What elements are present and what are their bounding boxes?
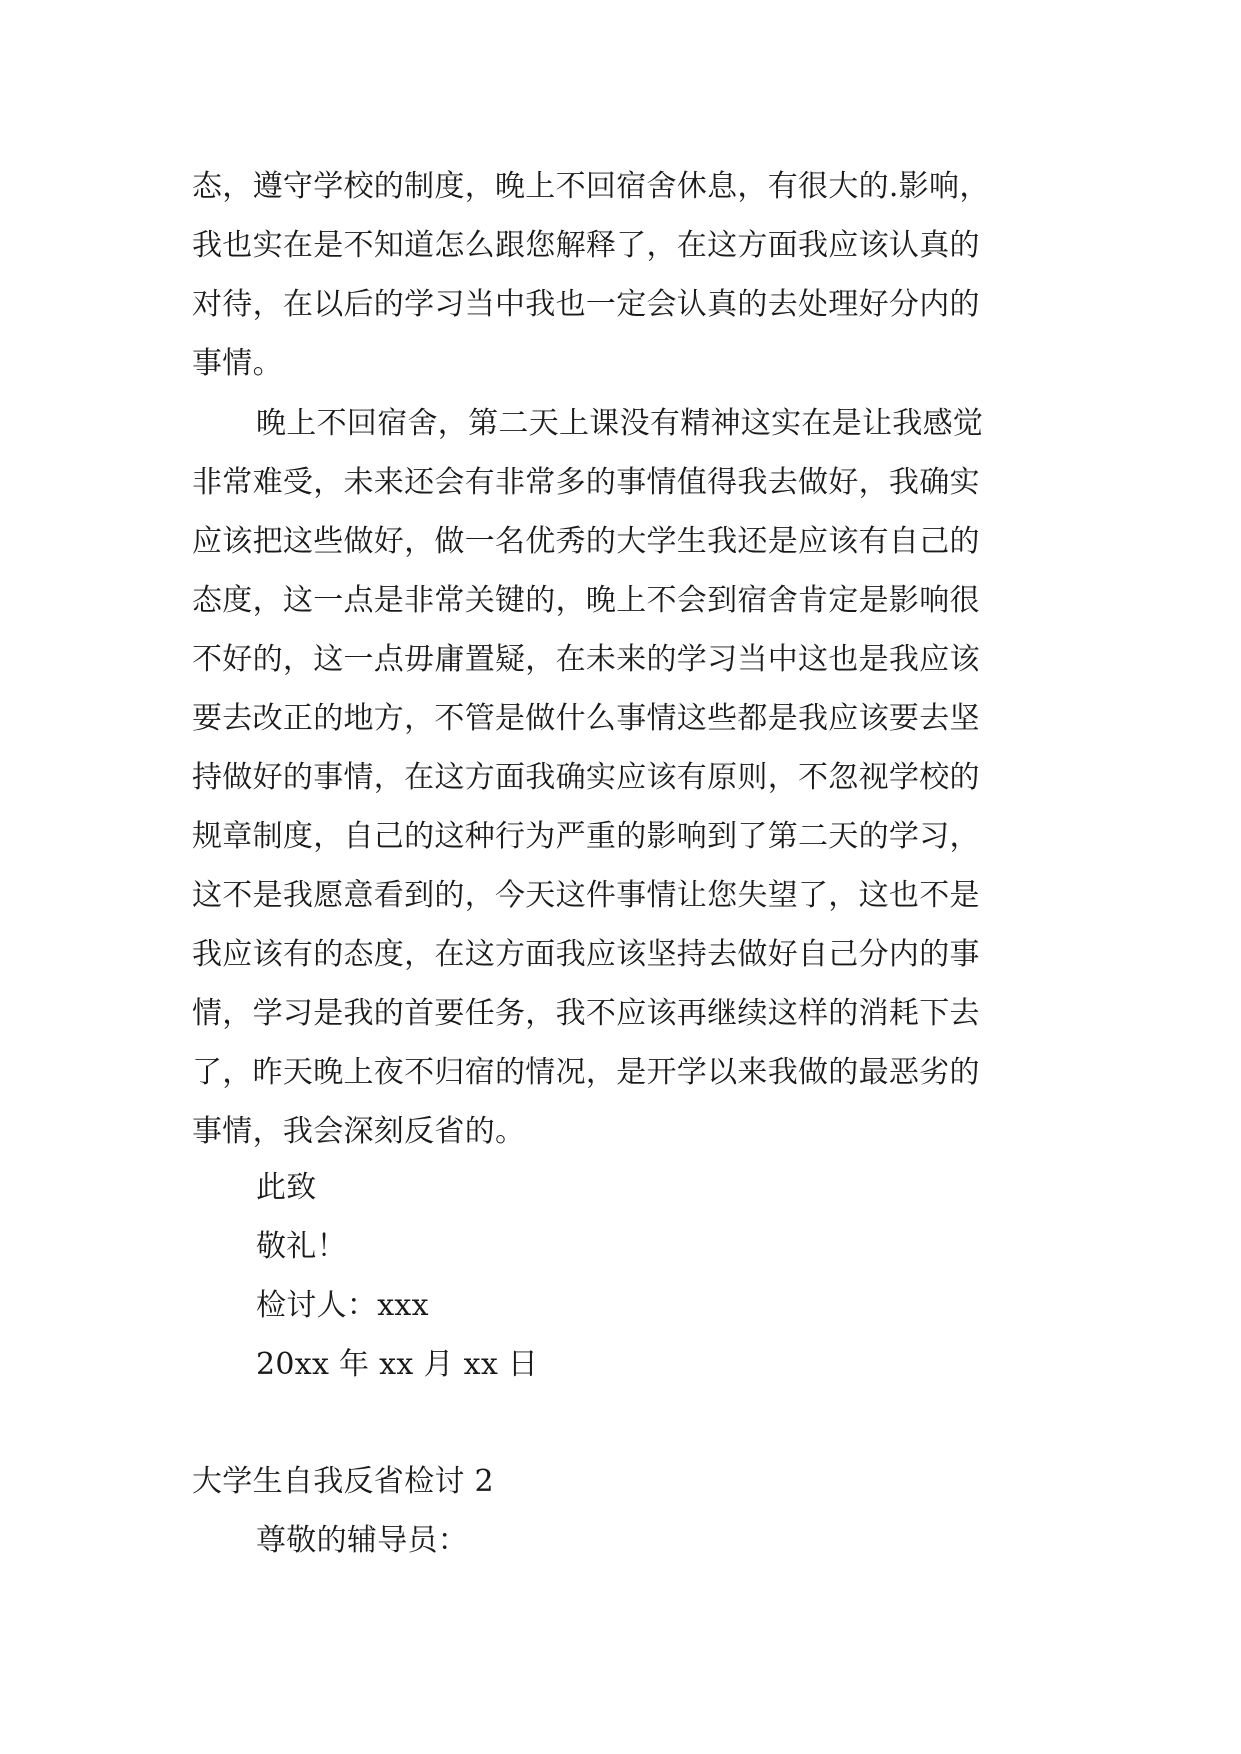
closing-regards: 敬礼！ (256, 1229, 347, 1264)
date-line: 20xx 年 xx 月 xx 日 (256, 1347, 539, 1382)
paragraph-line: 我应该有的态度，在这方面我应该坚持去做好自己分内的事 (192, 937, 980, 972)
paragraph-line: 这不是我愿意看到的，今天这件事情让您失望了，这也不是 (192, 878, 980, 913)
paragraph-line: 我也实在是不知道怎么跟您解释了，在这方面我应该认真的 (192, 228, 980, 263)
paragraph-line: 规章制度，自己的这种行为严重的影响到了第二天的学习， (192, 819, 980, 854)
paragraph-continued (192, 157, 1052, 393)
paragraph-line: 事情。 (192, 346, 283, 381)
paragraph-line: 态度，这一点是非常关键的，晚上不会到宿舍肯定是影响很 (192, 583, 980, 618)
paragraph-line: 持做好的事情，在这方面我确实应该有原则，不忽视学校的 (192, 760, 980, 795)
paragraph-line: 晚上不回宿舍，第二天上课没有精神这实在是让我感觉 (256, 406, 984, 441)
paragraph-line: 要去改正的地方，不管是做什么事情这些都是我应该要去坚 (192, 701, 980, 736)
section-title: 大学生自我反省检讨 2 (192, 1464, 494, 1499)
closing-salutation: 此致 (256, 1170, 317, 1205)
paragraph-line: 对待，在以后的学习当中我也一定会认真的去处理好分内的 (192, 287, 980, 322)
paragraph-line: 事情，我会深刻反省的。 (192, 1114, 526, 1149)
paragraph-line: 应该把这些做好，做一名优秀的大学生我还是应该有自己的 (192, 524, 980, 559)
paragraph-line: 了，昨天晚上夜不归宿的情况，是开学以来我做的最恶劣的 (192, 1055, 980, 1090)
paragraph-line: 非常难受，未来还会有非常多的事情值得我去做好，我确实 (192, 465, 980, 500)
paragraph-line: 态，遵守学校的制度，晚上不回宿舍休息，有很大的.影响， (192, 169, 990, 204)
paragraph-line: 情，学习是我的首要任务，我不应该再继续这样的消耗下去 (192, 996, 980, 1031)
next-section (192, 1452, 1052, 1570)
paragraph-main (192, 394, 1052, 1161)
paragraph-line: 不好的，这一点毋庸置疑，在未来的学习当中这也是我应该 (192, 642, 980, 677)
letter-closing (192, 1158, 1052, 1394)
letter-greeting: 尊敬的辅导员： (256, 1523, 469, 1558)
signer-line: 检讨人：xxx (256, 1288, 429, 1323)
